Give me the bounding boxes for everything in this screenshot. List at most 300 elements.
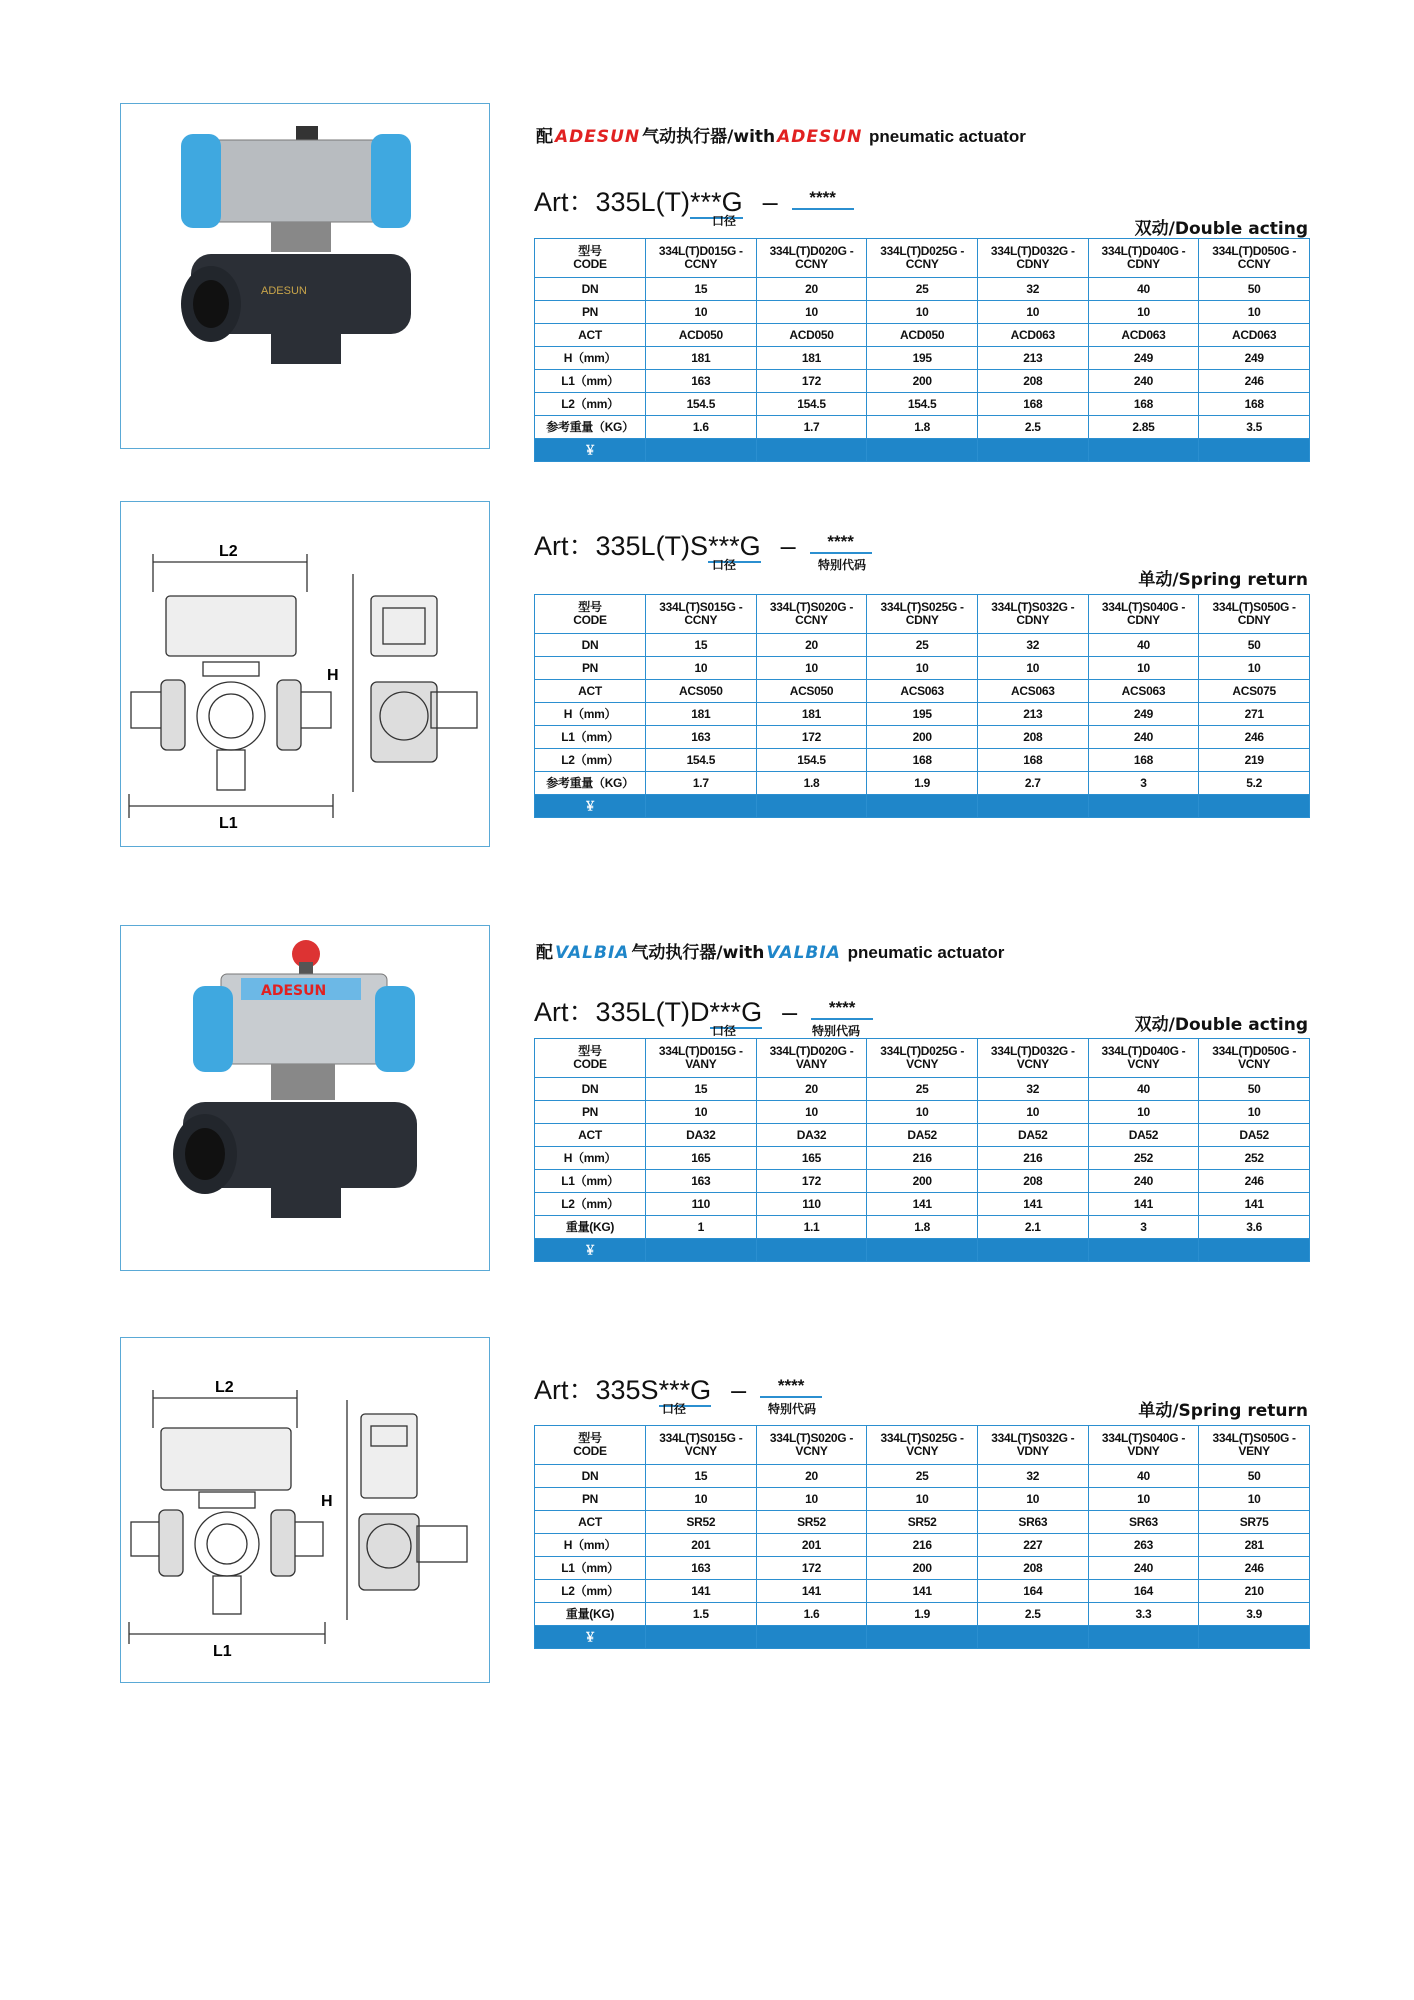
row-label: PN	[535, 657, 646, 680]
row-label: H（mm）	[535, 1147, 646, 1170]
table-cell: 334L(T)S025G - VCNY	[867, 1426, 978, 1465]
dim-h-label: H	[321, 1493, 333, 1510]
caliber-label: 口径	[712, 214, 737, 228]
row-label: 型号 CODE	[535, 595, 646, 634]
table-cell: 10	[1199, 657, 1310, 680]
table-cell: 154.5	[867, 393, 978, 416]
valbia-logo-2: VALBIA	[766, 943, 841, 963]
table-cell: 10	[756, 1101, 867, 1124]
price-cell	[977, 1239, 1088, 1262]
table-cell: 163	[646, 726, 757, 749]
price-label: ￥	[535, 795, 646, 818]
table-cell: DA32	[646, 1124, 757, 1147]
table-cell: 216	[977, 1147, 1088, 1170]
table-row	[535, 1488, 1310, 1511]
table-cell: 1	[646, 1216, 757, 1239]
table-cell: 200	[867, 726, 978, 749]
table-row	[535, 1465, 1310, 1488]
table-cell: 10	[1088, 657, 1199, 680]
table-cell: 334L(T)D025G - CCNY	[867, 239, 978, 278]
table-cell: 281	[1199, 1534, 1310, 1557]
table-cell: 10	[756, 1488, 867, 1511]
table-cell: 25	[867, 634, 978, 657]
table-cell: 334L(T)D020G - VANY	[756, 1039, 867, 1078]
table-cell: 213	[977, 703, 1088, 726]
art-dash: –	[782, 997, 798, 1027]
table-cell: ACD063	[1199, 324, 1310, 347]
art-stars: ****	[810, 532, 872, 554]
table-cell: 172	[756, 726, 867, 749]
table-cell: 1.6	[756, 1603, 867, 1626]
table-row	[535, 749, 1310, 772]
table-cell: 10	[646, 1101, 757, 1124]
table-cell: 10	[1088, 1101, 1199, 1124]
table-cell: 334L(T)S025G - CDNY	[867, 595, 978, 634]
table-cell: 200	[867, 1557, 978, 1580]
table-cell: 168	[867, 749, 978, 772]
acting-type: 单动/Spring return	[1138, 570, 1308, 590]
table-cell: 334L(T)S050G - VENY	[1199, 1426, 1310, 1465]
table-cell: 164	[1088, 1580, 1199, 1603]
table-cell: ACD050	[646, 324, 757, 347]
table-cell: 1.8	[867, 1216, 978, 1239]
table-cell: 50	[1199, 278, 1310, 301]
table-cell: 50	[1199, 1078, 1310, 1101]
table-row	[535, 416, 1310, 439]
table-cell: 246	[1199, 1170, 1310, 1193]
row-label: H（mm）	[535, 703, 646, 726]
table-cell: 240	[1088, 370, 1199, 393]
table-cell: 249	[1088, 347, 1199, 370]
price-cell	[1088, 439, 1199, 462]
table-row	[535, 772, 1310, 795]
table-cell: 5.2	[1199, 772, 1310, 795]
table-cell: 240	[1088, 1557, 1199, 1580]
table-row	[535, 634, 1310, 657]
table-cell: 3.6	[1199, 1216, 1310, 1239]
table-cell: ACS063	[1088, 680, 1199, 703]
art-prefix: Art：335S	[534, 1375, 659, 1405]
table-cell: 1.9	[867, 772, 978, 795]
table-cell: 181	[646, 703, 757, 726]
table-cell: 334L(T)D032G - VCNY	[977, 1039, 1088, 1078]
table-cell: DA52	[867, 1124, 978, 1147]
table-cell: 163	[646, 1170, 757, 1193]
row-label: L1（mm）	[535, 370, 646, 393]
table-cell: 32	[977, 1078, 1088, 1101]
dimension-drawing	[120, 1337, 490, 1683]
table-cell: 10	[1199, 1101, 1310, 1124]
table-cell: 195	[867, 703, 978, 726]
table-cell: 240	[1088, 1170, 1199, 1193]
table-cell: 32	[977, 634, 1088, 657]
dim-l2-label: L2	[215, 1379, 234, 1396]
table-cell: 252	[1088, 1147, 1199, 1170]
table-cell: 168	[977, 749, 1088, 772]
table-cell: ACS050	[646, 680, 757, 703]
table-cell: 240	[1088, 726, 1199, 749]
row-label: DN	[535, 1078, 646, 1101]
table-cell: 334L(T)D015G - VANY	[646, 1039, 757, 1078]
table-cell: 40	[1088, 1078, 1199, 1101]
table-cell: 10	[1199, 1488, 1310, 1511]
art-stars: ****	[811, 998, 873, 1020]
row-label: 参考重量（KG）	[535, 772, 646, 795]
row-label: 型号 CODE	[535, 239, 646, 278]
spec-table	[534, 1038, 1310, 1262]
actuator-logo-text: ADESUN	[261, 983, 327, 999]
price-cell	[1199, 795, 1310, 818]
table-row	[535, 347, 1310, 370]
row-label: H（mm）	[535, 1534, 646, 1557]
price-cell	[756, 1239, 867, 1262]
table-cell: 110	[756, 1193, 867, 1216]
table-cell: SR52	[756, 1511, 867, 1534]
table-cell: 50	[1199, 634, 1310, 657]
table-cell: 10	[1199, 301, 1310, 324]
table-cell: 201	[646, 1534, 757, 1557]
price-cell	[646, 1626, 757, 1649]
product-photo	[120, 103, 490, 449]
table-cell: 25	[867, 1078, 978, 1101]
table-cell: 208	[977, 1170, 1088, 1193]
special-code-label: 特别代码	[818, 558, 867, 572]
table-row	[535, 680, 1310, 703]
price-row	[535, 1626, 1310, 1649]
row-label: PN	[535, 301, 646, 324]
table-cell: 168	[1088, 393, 1199, 416]
price-row	[535, 439, 1310, 462]
table-cell: 25	[867, 1465, 978, 1488]
table-cell: 227	[977, 1534, 1088, 1557]
table-header-row	[535, 1039, 1310, 1078]
adesun-logo: ADESUN	[555, 127, 641, 147]
price-label: ￥	[535, 1239, 646, 1262]
table-cell: 210	[1199, 1580, 1310, 1603]
row-label: L1（mm）	[535, 726, 646, 749]
table-cell: 3.9	[1199, 1603, 1310, 1626]
table-cell: 1.9	[867, 1603, 978, 1626]
price-cell	[1199, 1626, 1310, 1649]
table-cell: 40	[1088, 634, 1199, 657]
row-label: DN	[535, 634, 646, 657]
table-row	[535, 278, 1310, 301]
table-cell: 1.7	[756, 416, 867, 439]
art-dash: –	[762, 187, 778, 217]
table-cell: 141	[1199, 1193, 1310, 1216]
row-label: L2（mm）	[535, 1193, 646, 1216]
row-label: 型号 CODE	[535, 1426, 646, 1465]
table-cell: 20	[756, 278, 867, 301]
table-cell: 334L(T)S050G - CDNY	[1199, 595, 1310, 634]
art-code: ***G	[708, 531, 761, 561]
table-row	[535, 1170, 1310, 1193]
table-cell: 10	[867, 301, 978, 324]
price-label: ￥	[535, 439, 646, 462]
table-cell: 141	[1088, 1193, 1199, 1216]
price-cell	[646, 439, 757, 462]
special-code-label: 特别代码	[768, 1402, 817, 1416]
header-suffix: pneumatic actuator	[869, 127, 1026, 146]
table-cell: ACD050	[867, 324, 978, 347]
table-cell: 10	[867, 1101, 978, 1124]
table-cell: 10	[646, 657, 757, 680]
table-cell: 141	[977, 1193, 1088, 1216]
header-suffix: pneumatic actuator	[847, 943, 1005, 962]
table-cell: 181	[756, 703, 867, 726]
table-row	[535, 1101, 1310, 1124]
art-code: ***G	[690, 187, 743, 217]
table-cell: SR75	[1199, 1511, 1310, 1534]
table-cell: 201	[756, 1534, 867, 1557]
table-cell: 271	[1199, 703, 1310, 726]
table-cell: 110	[646, 1193, 757, 1216]
price-row	[535, 1239, 1310, 1262]
row-label: ACT	[535, 1124, 646, 1147]
row-label: DN	[535, 278, 646, 301]
actuator-header	[536, 122, 1026, 147]
table-cell: 246	[1199, 1557, 1310, 1580]
table-cell: 154.5	[756, 393, 867, 416]
table-cell: 165	[646, 1147, 757, 1170]
table-cell: 181	[756, 347, 867, 370]
row-label: ACT	[535, 680, 646, 703]
table-cell: 1.1	[756, 1216, 867, 1239]
article-number	[534, 180, 854, 219]
table-cell: 334L(T)D025G - VCNY	[867, 1039, 978, 1078]
art-prefix: Art：335L(T)D	[534, 997, 710, 1027]
price-cell	[867, 439, 978, 462]
dim-l2-label: L2	[219, 543, 238, 560]
table-cell: 168	[1088, 749, 1199, 772]
table-cell: 1.5	[646, 1603, 757, 1626]
table-cell: 334L(T)S032G - VDNY	[977, 1426, 1088, 1465]
spec-table	[534, 1425, 1310, 1649]
row-label: PN	[535, 1101, 646, 1124]
adesun-logo-2: ADESUN	[777, 127, 863, 147]
price-cell	[1088, 1239, 1199, 1262]
price-cell	[756, 1626, 867, 1649]
caliber-label: 口径	[662, 1402, 687, 1416]
table-cell: 20	[756, 1078, 867, 1101]
table-cell: DA52	[1088, 1124, 1199, 1147]
price-cell	[977, 439, 1088, 462]
table-cell: DA52	[1199, 1124, 1310, 1147]
valbia-logo: VALBIA	[555, 943, 630, 963]
table-cell: 172	[756, 370, 867, 393]
table-cell: 334L(T)S032G - CDNY	[977, 595, 1088, 634]
table-cell: 200	[867, 370, 978, 393]
table-cell: 15	[646, 278, 757, 301]
table-cell: 154.5	[646, 749, 757, 772]
price-cell	[1088, 1626, 1199, 1649]
table-cell: 263	[1088, 1534, 1199, 1557]
header-prefix: 配	[536, 943, 553, 963]
price-cell	[1199, 439, 1310, 462]
table-header-row	[535, 595, 1310, 634]
table-cell: 3.3	[1088, 1603, 1199, 1626]
price-cell	[867, 795, 978, 818]
table-cell: ACS063	[867, 680, 978, 703]
table-cell: 10	[756, 657, 867, 680]
special-code-label: 特别代码	[812, 1024, 861, 1038]
row-label: PN	[535, 1488, 646, 1511]
price-label: ￥	[535, 1626, 646, 1649]
table-cell: 10	[1088, 301, 1199, 324]
table-cell: 181	[646, 347, 757, 370]
row-label: 重量(KG)	[535, 1216, 646, 1239]
row-label: H（mm）	[535, 347, 646, 370]
table-row	[535, 1147, 1310, 1170]
table-row	[535, 1193, 1310, 1216]
table-cell: 334L(T)D015G - CCNY	[646, 239, 757, 278]
acting-type: 双动/Double acting	[1134, 1015, 1308, 1035]
table-header-row	[535, 239, 1310, 278]
table-row	[535, 301, 1310, 324]
table-cell: 3	[1088, 772, 1199, 795]
table-row	[535, 657, 1310, 680]
spec-table	[534, 594, 1310, 818]
row-label: DN	[535, 1465, 646, 1488]
table-cell: 15	[646, 1465, 757, 1488]
table-cell: ACD063	[977, 324, 1088, 347]
body-logo-text: ADESUN	[261, 285, 307, 297]
table-cell: 10	[646, 301, 757, 324]
table-cell: 334L(T)D040G - CDNY	[1088, 239, 1199, 278]
table-cell: 249	[1088, 703, 1199, 726]
row-label: L2（mm）	[535, 393, 646, 416]
table-cell: 3	[1088, 1216, 1199, 1239]
art-dash: –	[780, 531, 796, 561]
table-row	[535, 1557, 1310, 1580]
table-cell: 168	[977, 393, 1088, 416]
table-cell: ACD050	[756, 324, 867, 347]
table-cell: 10	[1088, 1488, 1199, 1511]
table-cell: 10	[867, 657, 978, 680]
table-row	[535, 1124, 1310, 1147]
dimension-drawing	[120, 501, 490, 847]
table-row	[535, 1603, 1310, 1626]
table-cell: 200	[867, 1170, 978, 1193]
table-row	[535, 370, 1310, 393]
art-prefix: Art：335L(T)S	[534, 531, 709, 561]
table-cell: 334L(T)D040G - VCNY	[1088, 1039, 1199, 1078]
table-cell: 50	[1199, 1465, 1310, 1488]
table-cell: 10	[867, 1488, 978, 1511]
header-middle: 气动执行器/with	[631, 943, 765, 963]
table-cell: 2.5	[977, 416, 1088, 439]
table-row	[535, 1580, 1310, 1603]
row-label: L2（mm）	[535, 1580, 646, 1603]
price-cell	[646, 795, 757, 818]
table-cell: 1.8	[867, 416, 978, 439]
table-cell: 334L(T)D050G - CCNY	[1199, 239, 1310, 278]
table-cell: 219	[1199, 749, 1310, 772]
art-stars: ****	[792, 188, 854, 210]
table-row	[535, 1534, 1310, 1557]
row-label: 型号 CODE	[535, 1039, 646, 1078]
table-cell: 10	[977, 657, 1088, 680]
table-cell: 334L(T)S020G - VCNY	[756, 1426, 867, 1465]
table-cell: 3.5	[1199, 416, 1310, 439]
table-cell: 213	[977, 347, 1088, 370]
table-row	[535, 1511, 1310, 1534]
table-cell: 334L(T)S020G - CCNY	[756, 595, 867, 634]
table-cell: 249	[1199, 347, 1310, 370]
table-cell: 10	[756, 301, 867, 324]
price-cell	[1199, 1239, 1310, 1262]
table-row	[535, 324, 1310, 347]
price-cell	[867, 1239, 978, 1262]
header-prefix: 配	[536, 127, 553, 147]
table-cell: 168	[1199, 393, 1310, 416]
table-cell: 334L(T)D020G - CCNY	[756, 239, 867, 278]
table-cell: 10	[977, 301, 1088, 324]
table-cell: 252	[1199, 1147, 1310, 1170]
table-cell: 15	[646, 1078, 757, 1101]
table-cell: 141	[867, 1193, 978, 1216]
table-row	[535, 1216, 1310, 1239]
table-cell: 32	[977, 1465, 1088, 1488]
table-cell: 1.8	[756, 772, 867, 795]
table-cell: 10	[977, 1101, 1088, 1124]
table-cell: 216	[867, 1147, 978, 1170]
table-cell: 216	[867, 1534, 978, 1557]
price-cell	[867, 1626, 978, 1649]
table-cell: 1.7	[646, 772, 757, 795]
caliber-label: 口径	[712, 1024, 737, 1038]
table-cell: 20	[756, 1465, 867, 1488]
table-cell: 154.5	[646, 393, 757, 416]
art-code: ***G	[709, 997, 763, 1027]
art-stars: ****	[760, 1376, 822, 1398]
table-cell: 1.6	[646, 416, 757, 439]
table-cell: 334L(T)S015G - CCNY	[646, 595, 757, 634]
table-cell: 246	[1199, 370, 1310, 393]
table-cell: DA32	[756, 1124, 867, 1147]
price-cell	[977, 795, 1088, 818]
table-row	[535, 393, 1310, 416]
product-photo	[120, 925, 490, 1271]
table-cell: SR63	[1088, 1511, 1199, 1534]
table-cell: ACS075	[1199, 680, 1310, 703]
table-cell: ACS063	[977, 680, 1088, 703]
table-row	[535, 1078, 1310, 1101]
caliber-label: 口径	[712, 558, 737, 572]
table-cell: 15	[646, 634, 757, 657]
table-cell: 2.5	[977, 1603, 1088, 1626]
art-prefix: Art：335L(T)	[534, 187, 691, 217]
table-cell: 208	[977, 1557, 1088, 1580]
table-cell: ACD063	[1088, 324, 1199, 347]
dim-l1-label: L1	[213, 1643, 232, 1660]
price-cell	[977, 1626, 1088, 1649]
dim-l1-label: L1	[219, 815, 238, 832]
table-cell: 208	[977, 370, 1088, 393]
table-cell: 25	[867, 278, 978, 301]
table-cell: 334L(T)S015G - VCNY	[646, 1426, 757, 1465]
price-cell	[1088, 795, 1199, 818]
row-label: ACT	[535, 1511, 646, 1534]
table-cell: 20	[756, 634, 867, 657]
table-cell: SR63	[977, 1511, 1088, 1534]
table-header-row	[535, 1426, 1310, 1465]
table-row	[535, 703, 1310, 726]
table-cell: 172	[756, 1557, 867, 1580]
table-cell: 163	[646, 1557, 757, 1580]
table-cell: 246	[1199, 726, 1310, 749]
table-cell: 334L(T)S040G - CDNY	[1088, 595, 1199, 634]
